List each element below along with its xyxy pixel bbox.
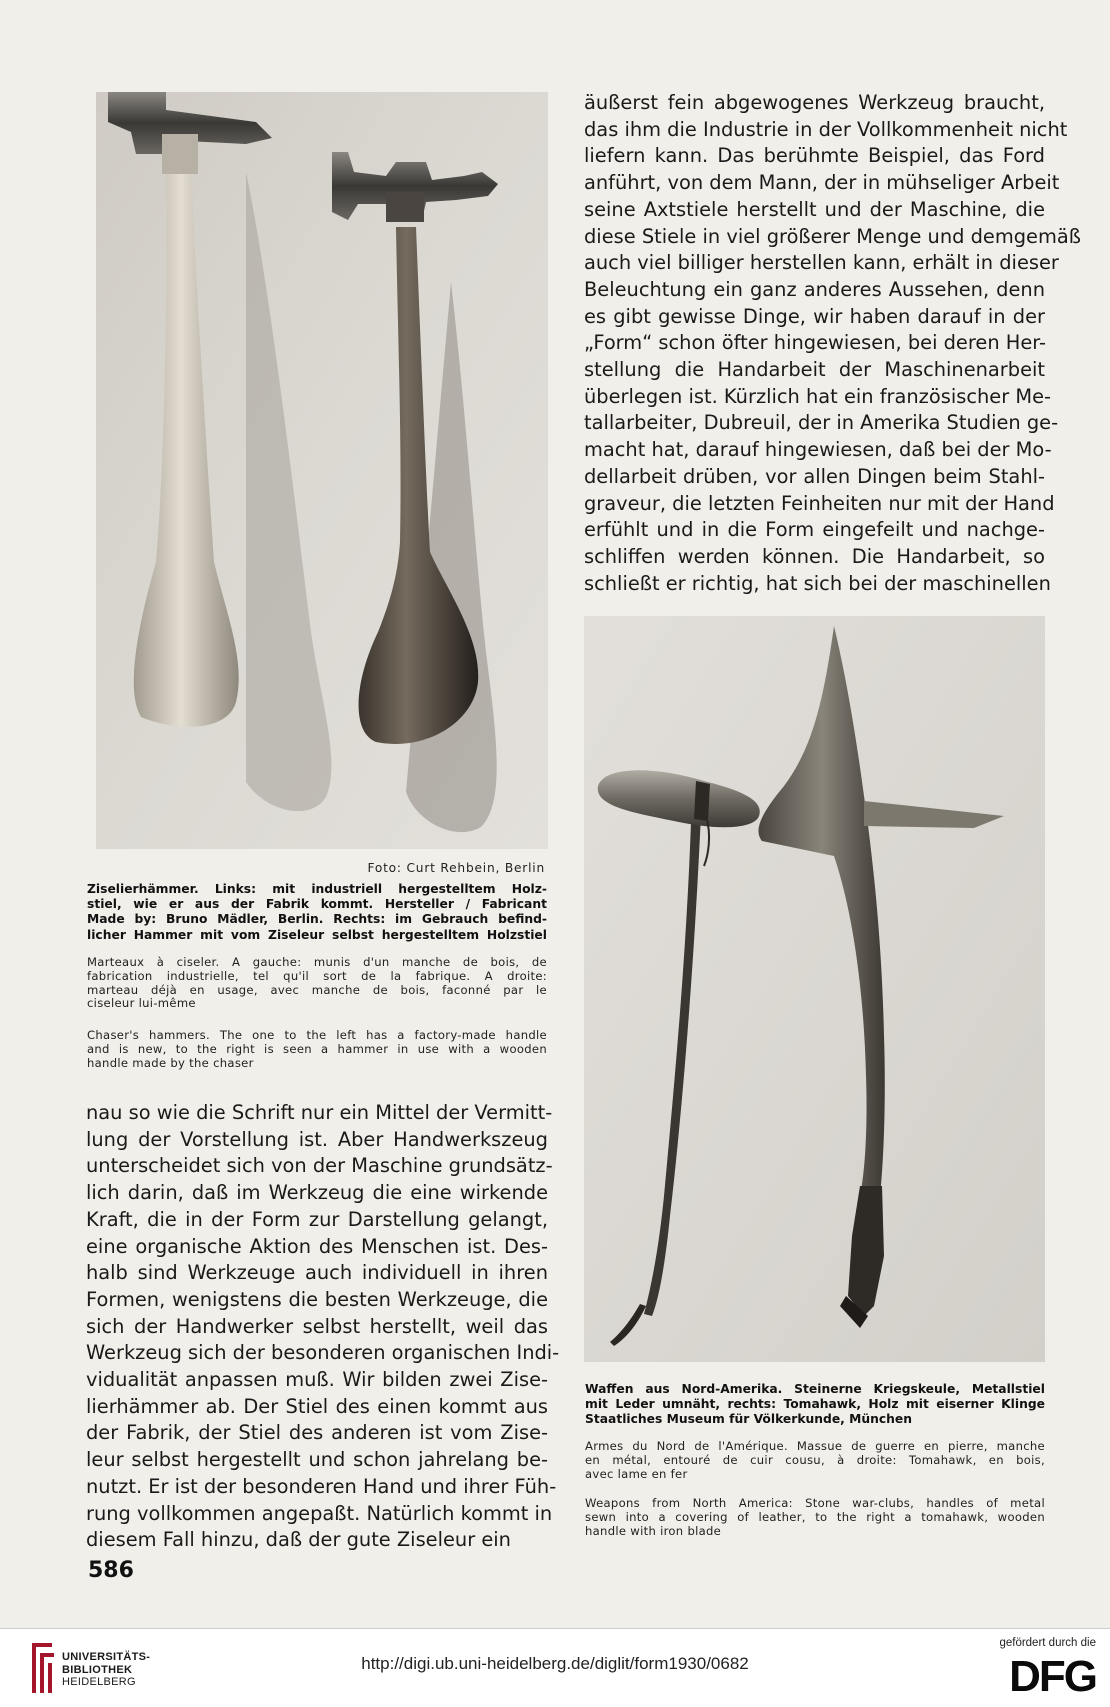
text-line: schliffen werden können. Die Handarbeit, so xyxy=(584,544,1045,568)
caption-line: and is new, to the right is seen a hammer in use with a wooden xyxy=(87,1041,547,1056)
caption-line: mit Leder umnäht, rechts: Tomahawk, Holz mit eiserner Klinge xyxy=(585,1397,1045,1412)
caption-line: sewn into a covering of leather, to the right a tomahawk, wooden xyxy=(585,1509,1045,1524)
caption-line: handle made by the chaser xyxy=(87,1055,254,1070)
page-number: 586 xyxy=(88,1558,134,1583)
library-name-line: UNIVERSITÄTS- xyxy=(62,1651,151,1663)
text-line: der Fabrik, der Stiel des anderen ist vom Zise- xyxy=(86,1421,548,1445)
text-line: eine organische Aktion des Menschen ist. Des- xyxy=(86,1234,548,1258)
caption-line: Ziselierhämmer. Links: mit industriell hergestelltem Holz- xyxy=(87,882,547,896)
text-line: lierhämmer ab. Der Stiel des einen kommt aus xyxy=(86,1394,548,1418)
caption-line: en métal, entouré de cuir cousu, à droite: Tomahawk, en bois, xyxy=(585,1452,1045,1467)
caption-line: Waffen aus Nord-Amerika. Steinerne Kriegskeule, Metallstiel xyxy=(585,1382,1045,1396)
caption-weapons-french xyxy=(585,1440,1045,1481)
text-line: sich der Handwerker selbst herstellt, weil das xyxy=(86,1314,548,1338)
text-line: tallarbeiter, Dubreuil, der in Amerika Studien ge- xyxy=(584,411,1059,435)
text-line: nau so wie die Schrift nur ein Mittel der Vermitt- xyxy=(86,1101,553,1124)
caption-line: avec lame en fer xyxy=(585,1466,688,1481)
text-line: überlegen ist. Kürzlich hat ein französischer Me- xyxy=(584,384,1051,408)
text-line: äußerst fein abgewogenes Werkzeug braucht, xyxy=(584,91,1045,114)
caption-weapons-german xyxy=(585,1382,1045,1428)
text-line: erfühlt und in die Form eingefeilt und nachge- xyxy=(584,518,1045,542)
caption-line: ciseleur lui-même xyxy=(87,996,196,1011)
text-line: stellung die Handarbeit der Maschinenarbeit xyxy=(584,358,1045,382)
text-line: seine Axtstiele herstellt und der Maschine, die xyxy=(584,197,1045,221)
text-line: es gibt gewisse Dinge, wir haben darauf in der xyxy=(584,304,1045,328)
caption-line: marteau déjà en usage, avec manche de bois, faconné par le xyxy=(87,982,547,997)
caption-line: licher Hammer mit vom Ziseleur selbst hergestelltem Holzstiel xyxy=(87,927,547,942)
text-line: das ihm die Industrie in der Vollkommenheit nicht xyxy=(584,117,1068,141)
text-line: lich darin, daß im Werkzeug die eine wirkende xyxy=(86,1181,548,1205)
text-line: graveur, die letzten Feinheiten nur mit der Hand xyxy=(584,491,1055,515)
library-name-line: BIBLIOTHEK xyxy=(62,1663,133,1676)
text-line: dellarbeit drüben, vor allen Dingen beim Stahl- xyxy=(584,464,1045,488)
text-line: lung der Vorstellung ist. Aber Handwerkszeug xyxy=(86,1127,548,1151)
footer-bar xyxy=(0,1628,1110,1707)
text-line: Kraft, die in der Form zur Darstellung gelangt, xyxy=(86,1207,548,1231)
permalink-url[interactable]: http://digi.ub.uni-heidelberg.de/diglit/form1930/0682 xyxy=(361,1654,749,1673)
caption-weapons-english xyxy=(585,1497,1045,1538)
text-line: diesem Fall hinzu, daß der gute Ziseleur ein xyxy=(86,1528,511,1552)
body-text-right-column xyxy=(584,90,1081,597)
caption-line: stiel, wie er aus der Fabrik kommt. Hersteller / Fabricant xyxy=(87,897,547,912)
text-line: leur selbst hergestellt und schon jahrelang be- xyxy=(86,1448,548,1472)
text-line: schließt er richtig, hat sich bei der maschinellen xyxy=(584,571,1051,595)
text-line: auch viel billiger herstellen kann, erhält in dieser xyxy=(584,251,1059,275)
weapons-photo xyxy=(584,616,1045,1362)
text-line: rung vollkommen angepaßt. Natürlich kommt in xyxy=(86,1501,553,1525)
library-name-line: HEIDELBERG xyxy=(62,1676,136,1688)
text-line: macht hat, darauf hingewiesen, daß bei der Mo- xyxy=(584,438,1052,462)
dfg-logo[interactable]: DFG xyxy=(1009,1652,1096,1701)
caption-hammers-french xyxy=(87,956,547,1011)
text-line: anführt, von dem Mann, der in mühseliger Arbeit xyxy=(584,171,1060,195)
caption-line: handle with iron blade xyxy=(585,1523,722,1538)
caption-line: fabrication industrielle, tel qu'il sort de la fabrique. A droite: xyxy=(87,968,547,983)
text-line: unterscheidet sich von der Maschine grundsätz- xyxy=(86,1154,553,1178)
text-line: liefern kann. Das berühmte Beispiel, das Ford xyxy=(584,144,1045,168)
photo-credit: Foto: Curt Rehbein, Berlin xyxy=(367,861,545,875)
text-line: Werkzeug sich der besonderen organischen Indi- xyxy=(86,1341,560,1365)
text-line: halb sind Werkzeuge auch individuell in ihren xyxy=(86,1261,548,1285)
text-line: „Form“ schon öfter hingewiesen, bei deren Her- xyxy=(584,331,1047,355)
caption-line: Made by: Bruno Mädler, Berlin. Rechts: im Gebrauch befind- xyxy=(87,912,547,927)
caption-hammers-english xyxy=(87,1029,547,1070)
caption-line: Armes du Nord de l'Amérique. Massue de guerre en pierre, manche xyxy=(585,1439,1045,1453)
caption-line: Marteaux à ciseler. A gauche: munis d'un manche de bois, de xyxy=(87,955,547,969)
caption-hammers-german xyxy=(87,882,547,943)
text-line: nutzt. Er ist der besonderen Hand und ihrer Füh- xyxy=(86,1474,557,1498)
hammers-photo xyxy=(96,92,548,849)
caption-line: Weapons from North America: Stone war-clubs, handles of metal xyxy=(585,1496,1045,1510)
text-line: diese Stiele in viel größerer Menge und demgemäß xyxy=(584,224,1081,248)
text-line: Formen, wenigstens die besten Werkzeuge, die xyxy=(86,1287,548,1311)
text-line: vidualität anpassen muß. Wir bilden zwei Zise- xyxy=(86,1368,548,1392)
caption-line: Staatliches Museum für Völkerkunde, München xyxy=(585,1412,912,1427)
text-line: Beleuchtung ein ganz anderes Aussehen, denn xyxy=(584,277,1045,301)
caption-line: Chaser's hammers. The one to the left has a factory-made handle xyxy=(87,1028,547,1042)
funded-by-label: gefördert durch die xyxy=(999,1637,1096,1649)
body-text-left-column xyxy=(86,1100,560,1554)
